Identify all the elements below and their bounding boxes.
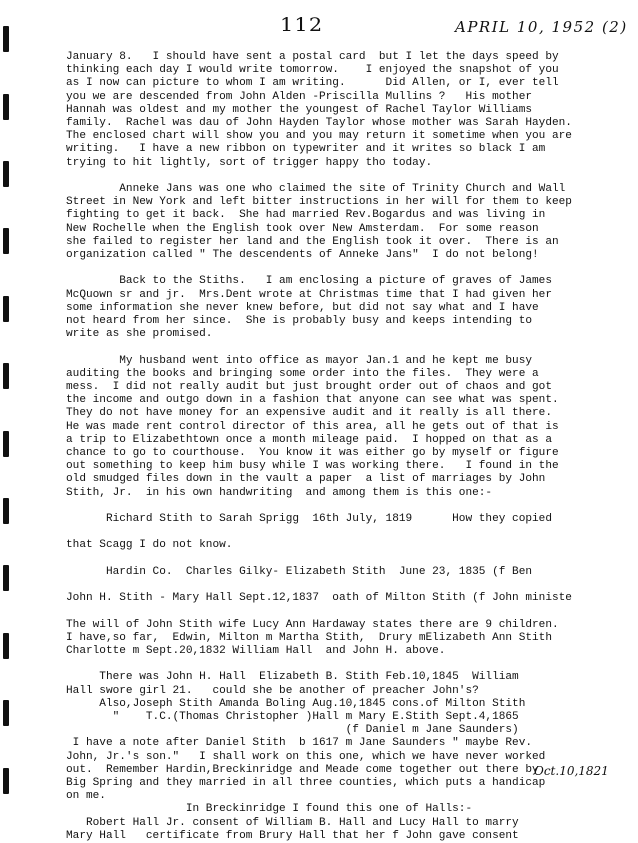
text-line: as I now can picture to whom I am writing. Did Allen, or I, ever tell (66, 77, 559, 90)
text-line: auditing the books and bringing some order into the files. They were a (66, 367, 539, 380)
text-line: January 8. I should have sent a postal card but I let the days speed by (66, 51, 559, 63)
text-line: My husband went into office as mayor Jan.1 and he kept me busy (66, 354, 533, 367)
text-line: write as she promised. (66, 328, 213, 341)
punch-hole (3, 26, 9, 52)
text-line: Hannah was oldest and my mother the youngest of Rachel Taylor Williams (66, 103, 533, 116)
text-line: They do not have money for an expensive audit and it really is all there. (66, 407, 552, 420)
punch-hole (3, 363, 9, 389)
text-line: you we are descended from John Alden -Priscilla Mullins ? His mother (66, 90, 533, 103)
text-line: New Rochelle when the English took over New Amsterdam. For some reason (66, 222, 539, 235)
text-line: McQuown sr and jr. Mrs.Dent wrote at Christmas time that I had given her (66, 288, 552, 301)
text-line: the income and outgo down in a fashion that anyone can see what was spent. (66, 394, 559, 407)
punch-hole (3, 700, 9, 726)
text-line: a trip to Elizabethtown once a month mileage paid. I hopped on that as a (66, 433, 552, 446)
punch-hole (3, 565, 9, 591)
text-line: Stith, Jr. in his own handwriting and among them is this one:- (66, 486, 493, 499)
text-line: There was John H. Hall Elizabeth B. Stith Feb.10,1845 William (66, 671, 519, 684)
text-line: Back to the Stiths. I am enclosing a picture of graves of James (66, 275, 552, 288)
text-line: Mary Hall certificate from Brury Hall that her f John gave consent (66, 829, 519, 842)
handwritten-date-heading: APRIL 10, 1952 (2) (455, 18, 628, 36)
punch-hole (3, 161, 9, 187)
text-line: she failed to register her land and the English took it over. There is an (66, 235, 559, 248)
punch-hole (3, 498, 9, 524)
punch-hole (3, 633, 9, 659)
text-line: old smudged files down in the vault a paper a list of marriages by John (66, 473, 546, 486)
text-line: I have,so far, Edwin, Milton m Martha Stith, Drury mElizabeth Ann Stith (66, 631, 552, 644)
text-line: Richard Stith to Sarah Sprigg 16th July, 1819 How they copied (66, 513, 552, 525)
punch-hole (3, 228, 9, 254)
text-line: fighting to get it back. She had married Rev.Bogardus and was living in (66, 209, 546, 222)
text-line: In Breckinridge I found this one of Halls:- (66, 803, 473, 816)
text-line: He was made rent control director of this area, all he gets out of that is (66, 420, 559, 433)
punch-hole (3, 431, 9, 457)
text-line: John, Jr.'s son." I shall work on this one, which we have never worked (66, 750, 546, 763)
text-line: I have a note after Daniel Stith b 1617 m Jane Saunders " maybe Rev. (66, 737, 533, 750)
text-line: some information she never knew before, but did not say what and I have (66, 301, 539, 314)
text-line: The enclosed chart will show you and you may return it sometime when you are (66, 130, 572, 143)
handwritten-marginal-date: Oct.10,1821 (534, 765, 609, 778)
text-line: Anneke Jans was one who claimed the site of Trinity Church and Wall (66, 183, 566, 195)
text-line: thinking each day I would write tomorrow. I enjoyed the snapshot of you (66, 64, 559, 77)
text-line: mess. I did not really audit but just brought order out of chaos and got (66, 381, 552, 393)
text-line: writing. I have a new ribbon on typewriter and it writes so black I am (66, 143, 546, 156)
text-line: out something to keep him busy while I was working there. I found in the (66, 460, 559, 473)
punch-hole (3, 296, 9, 322)
punch-hole (3, 94, 9, 120)
text-line: Charlotte m Sept.20,1832 William Hall and John H. above. (66, 645, 446, 657)
text-line: Hardin Co. Charles Gilky- Elizabeth Stith June 23, 1835 (f Ben (66, 565, 533, 578)
text-line: (f Daniel m Jane Saunders) (66, 724, 519, 737)
text-line: Big Spring and they married in all three counties, which puts a handicap (66, 777, 546, 789)
page-number: 112 (280, 14, 324, 36)
text-line: " T.C.(Thomas Christopher )Hall m Mary E.Stith Sept.4,1865 (66, 711, 519, 723)
text-line: on me. (66, 790, 106, 803)
text-line: trying to hit lightly, sort of trigger happy tho today. (66, 156, 433, 169)
punch-hole-strip (0, 0, 14, 824)
text-line: Hall swore girl 21. could she be another of preacher John's? (66, 684, 479, 697)
text-line: out. Remember Hardin,Breckinridge and Meade come together out there by (66, 763, 539, 776)
text-line: Also,Joseph Stith Amanda Boling Aug.10,1845 cons.of Milton Stith (66, 697, 526, 710)
text-line: not heard from her since. She is probably busy and keeps intending to (66, 315, 533, 327)
text-line: John H. Stith - Mary Hall Sept.12,1837 oath of Milton Stith (f John ministe (66, 592, 572, 605)
text-line: chance to go to courthouse. You know it was either go by myself or figure (66, 447, 559, 459)
text-line: organization called " The descendents of Anneke Jans" I do not belong! (66, 249, 539, 261)
text-line: The will of John Stith wife Lucy Ann Hardaway states there are 9 children. (66, 618, 559, 631)
text-line: Robert Hall Jr. consent of William B. Hall and Lucy Hall to marry (66, 816, 519, 829)
text-line: Street in New York and left bitter instructions in her will for them to keep (66, 196, 572, 209)
punch-hole (3, 768, 9, 794)
text-line: family. Rachel was dau of John Hayden Taylor whose mother was Sarah Hayden. (66, 117, 572, 129)
text-line: that Scagg I do not know. (66, 539, 233, 552)
